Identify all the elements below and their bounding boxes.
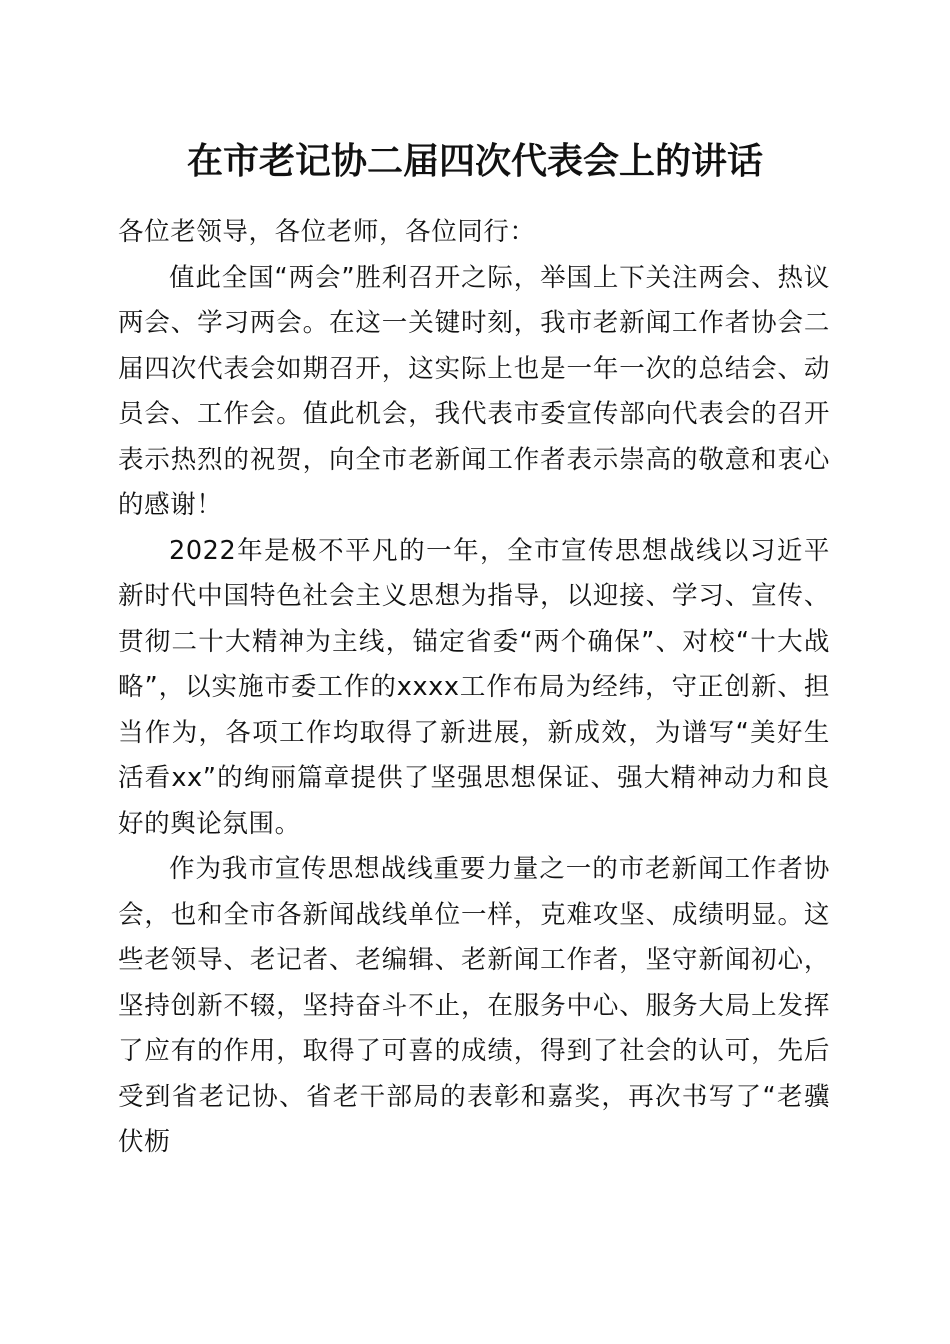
document-body [118, 210, 830, 1166]
document-title: 在市老记协二届四次代表会上的讲话 [186, 140, 763, 182]
paragraph-1: 值此全国“两会”胜利召开之际，举国上下关注两会、热议两会、学习两会。在这一关键时刻，我市老新闻工作者协会二届四次代表会如期召开，这实际上也是一年一次的总结会、动员会、工作会。值此机会，我代表市委宣传部向代表会的召开表示热烈的祝贺，向全市老新闻工作者表示崇高的敬意和衷心的感谢！ [118, 262, 830, 520]
paragraph-3: 作为我市宣传思想战线重要力量之一的市老新闻工作者协会，也和全市各新闻战线单位一样，克难攻坚、成绩明显。这些老领导、老记者、老编辑、老新闻工作者，坚守新闻初心，坚持创新不辍，坚持奋斗不止，在服务中心、服务大局上发挥了应有的作用，取得了可喜的成绩，得到了社会的认可，先后受到省老记协、省老干部局的表彰和嘉奖，再次书写了“老骥伏枥 [118, 854, 830, 1157]
salutation: 各位老领导，各位老师，各位同行： [118, 217, 536, 247]
paragraph-2: 2022年是极不平凡的一年，全市宣传思想战线以习近平新时代中国特色社会主义思想为指导，以迎接、学习、宣传、贯彻二十大精神为主线，锚定省委“两个确保”、对校“十大战略”，以实施市委工作的xxxx工作布局为经纬，守正创新、担当作为，各项工作均取得了新进展，新成效，为谱写“美好生活看xx”的绚丽篇章提供了坚强思想保证、强大精神动力和良好的舆论氛围。 [118, 535, 830, 839]
